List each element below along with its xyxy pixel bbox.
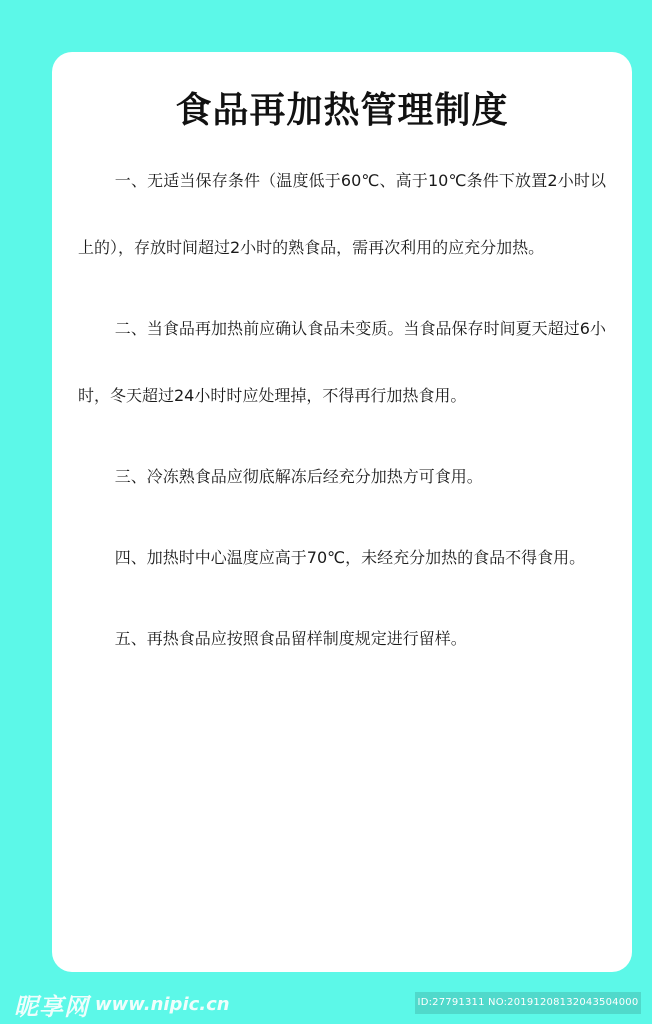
- watermark-url: www.nipic.cn: [95, 993, 230, 1015]
- rule-paragraph-2: 二、当食品再加热前应确认食品未变质。当食品保存时间夏天超过6小时，冬天超过24小时时应处理掉，不得再行加热食用。: [78, 319, 606, 405]
- document-title: 食品再加热管理制度: [175, 90, 509, 131]
- notice-card: [52, 52, 632, 972]
- rule-paragraph-1: 一、无适当保存条件（温度低于60℃、高于10℃条件下放置2小时以上的），存放时间超过2小时的熟食品，需再次利用的应充分加热。: [78, 171, 606, 257]
- watermark-logo: 昵享网: [14, 992, 89, 1021]
- rule-paragraph-3: 三、冷冻熟食品应彻底解冻后经充分加热方可食用。: [114, 467, 483, 486]
- site-watermark: [14, 988, 230, 1020]
- document-body: [78, 147, 606, 686]
- image-id-badge: ID:27791311 NO:20191208132043504000: [415, 992, 641, 1014]
- rule-paragraph-5: 五、再热食品应按照食品留样制度规定进行留样。: [114, 629, 467, 648]
- rule-paragraph-4: 四、加热时中心温度应高于70℃，未经充分加热的食品不得食用。: [114, 548, 586, 567]
